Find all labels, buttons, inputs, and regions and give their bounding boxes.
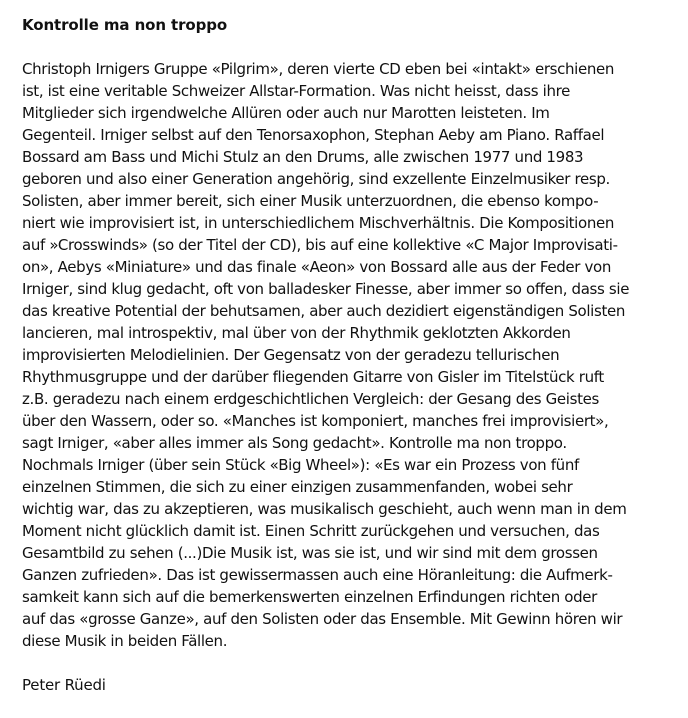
body-line: auf »Crosswinds» (so der Titel der CD), bis auf eine kollektive «C Major Improvisati- (22, 236, 618, 254)
article-title: Kontrolle ma non troppo (22, 16, 228, 34)
body-line: Gegenteil. Irniger selbst auf den Tenorsaxophon, Stephan Aeby am Piano. Raffael (22, 126, 605, 144)
body-line: Christoph Irnigers Gruppe «Pilgrim», deren vierte CD eben bei «intakt» erschienen (22, 60, 615, 78)
body-line: z.B. geradezu nach einem erdgeschichtlichen Vergleich: der Gesang des Geistes (22, 390, 599, 408)
body-line: Solisten, aber immer bereit, sich einer Musik unterzuordnen, die ebenso kompo- (22, 192, 599, 210)
body-line: samkeit kann sich auf die bemerkenswerten einzelnen Erfindungen richten oder (22, 588, 597, 606)
body-line: Ganzen zufrieden». Das ist gewissermassen auch eine Höranleitung: die Aufmerk- (22, 566, 613, 584)
body-line: auf das «grosse Ganze», auf den Solisten oder das Ensemble. Mit Gewinn hören wir (22, 610, 623, 628)
body-line: on», Aebys «Miniature» und das finale «Aeon» von Bossard alle aus der Feder von (22, 258, 612, 276)
body-line: das kreative Potential der behutsamen, aber auch dezidiert eigenständigen Solisten (22, 302, 626, 320)
body-line: über den Wassern, oder so. «Manches ist komponiert, manches frei improvisiert», (22, 412, 609, 430)
body-line: wichtig war, das zu akzeptieren, was musikalisch geschieht, auch wenn man in dem (22, 500, 627, 518)
body-line: Rhythmusgruppe und der darüber fliegenden Gitarre von Gisler im Titelstück ruft (22, 368, 604, 386)
body-line: Bossard am Bass und Michi Stulz an den Drums, alle zwischen 1977 und 1983 (22, 148, 584, 166)
body-line: ist, ist eine veritable Schweizer Allstar-Formation. Was nicht heisst, dass ihre (22, 82, 570, 100)
article (22, 14, 670, 696)
body-line: Nochmals Irniger (über sein Stück «Big Wheel»): «Es war ein Prozess von fünf (22, 456, 579, 474)
author-signature: Peter Rüedi (22, 676, 106, 694)
body-line: geboren und also einer Generation angehörig, sind exzellente Einzelmusiker resp. (22, 170, 610, 188)
body-line: improvisierten Melodielinien. Der Gegensatz von der geradezu tellurischen (22, 346, 560, 364)
article-body (22, 58, 670, 652)
body-line: sagt Irniger, «aber alles immer als Song gedacht». Kontrolle ma non troppo. (22, 434, 567, 452)
body-line: Moment nicht glücklich damit ist. Einen Schritt zurückgehen und versuchen, das (22, 522, 600, 540)
body-line: diese Musik in beiden Fällen. (22, 632, 228, 650)
body-line: Irniger, sind klug gedacht, oft von balladesker Finesse, aber immer so offen, dass sie (22, 280, 630, 298)
body-line: einzelnen Stimmen, die sich zu einer einzigen zusammenfanden, wobei sehr (22, 478, 573, 496)
body-line: niert wie improvisiert ist, in unterschiedlichem Mischverhältnis. Die Kompositionen (22, 214, 615, 232)
body-line: Gesamtbild zu sehen (...)Die Musik ist, was sie ist, und wir sind mit dem grossen (22, 544, 598, 562)
body-line: Mitglieder sich irgendwelche Allüren oder auch nur Marotten leisteten. Im (22, 104, 550, 122)
body-line: lancieren, mal introspektiv, mal über von der Rhythmik geklotzten Akkorden (22, 324, 571, 342)
